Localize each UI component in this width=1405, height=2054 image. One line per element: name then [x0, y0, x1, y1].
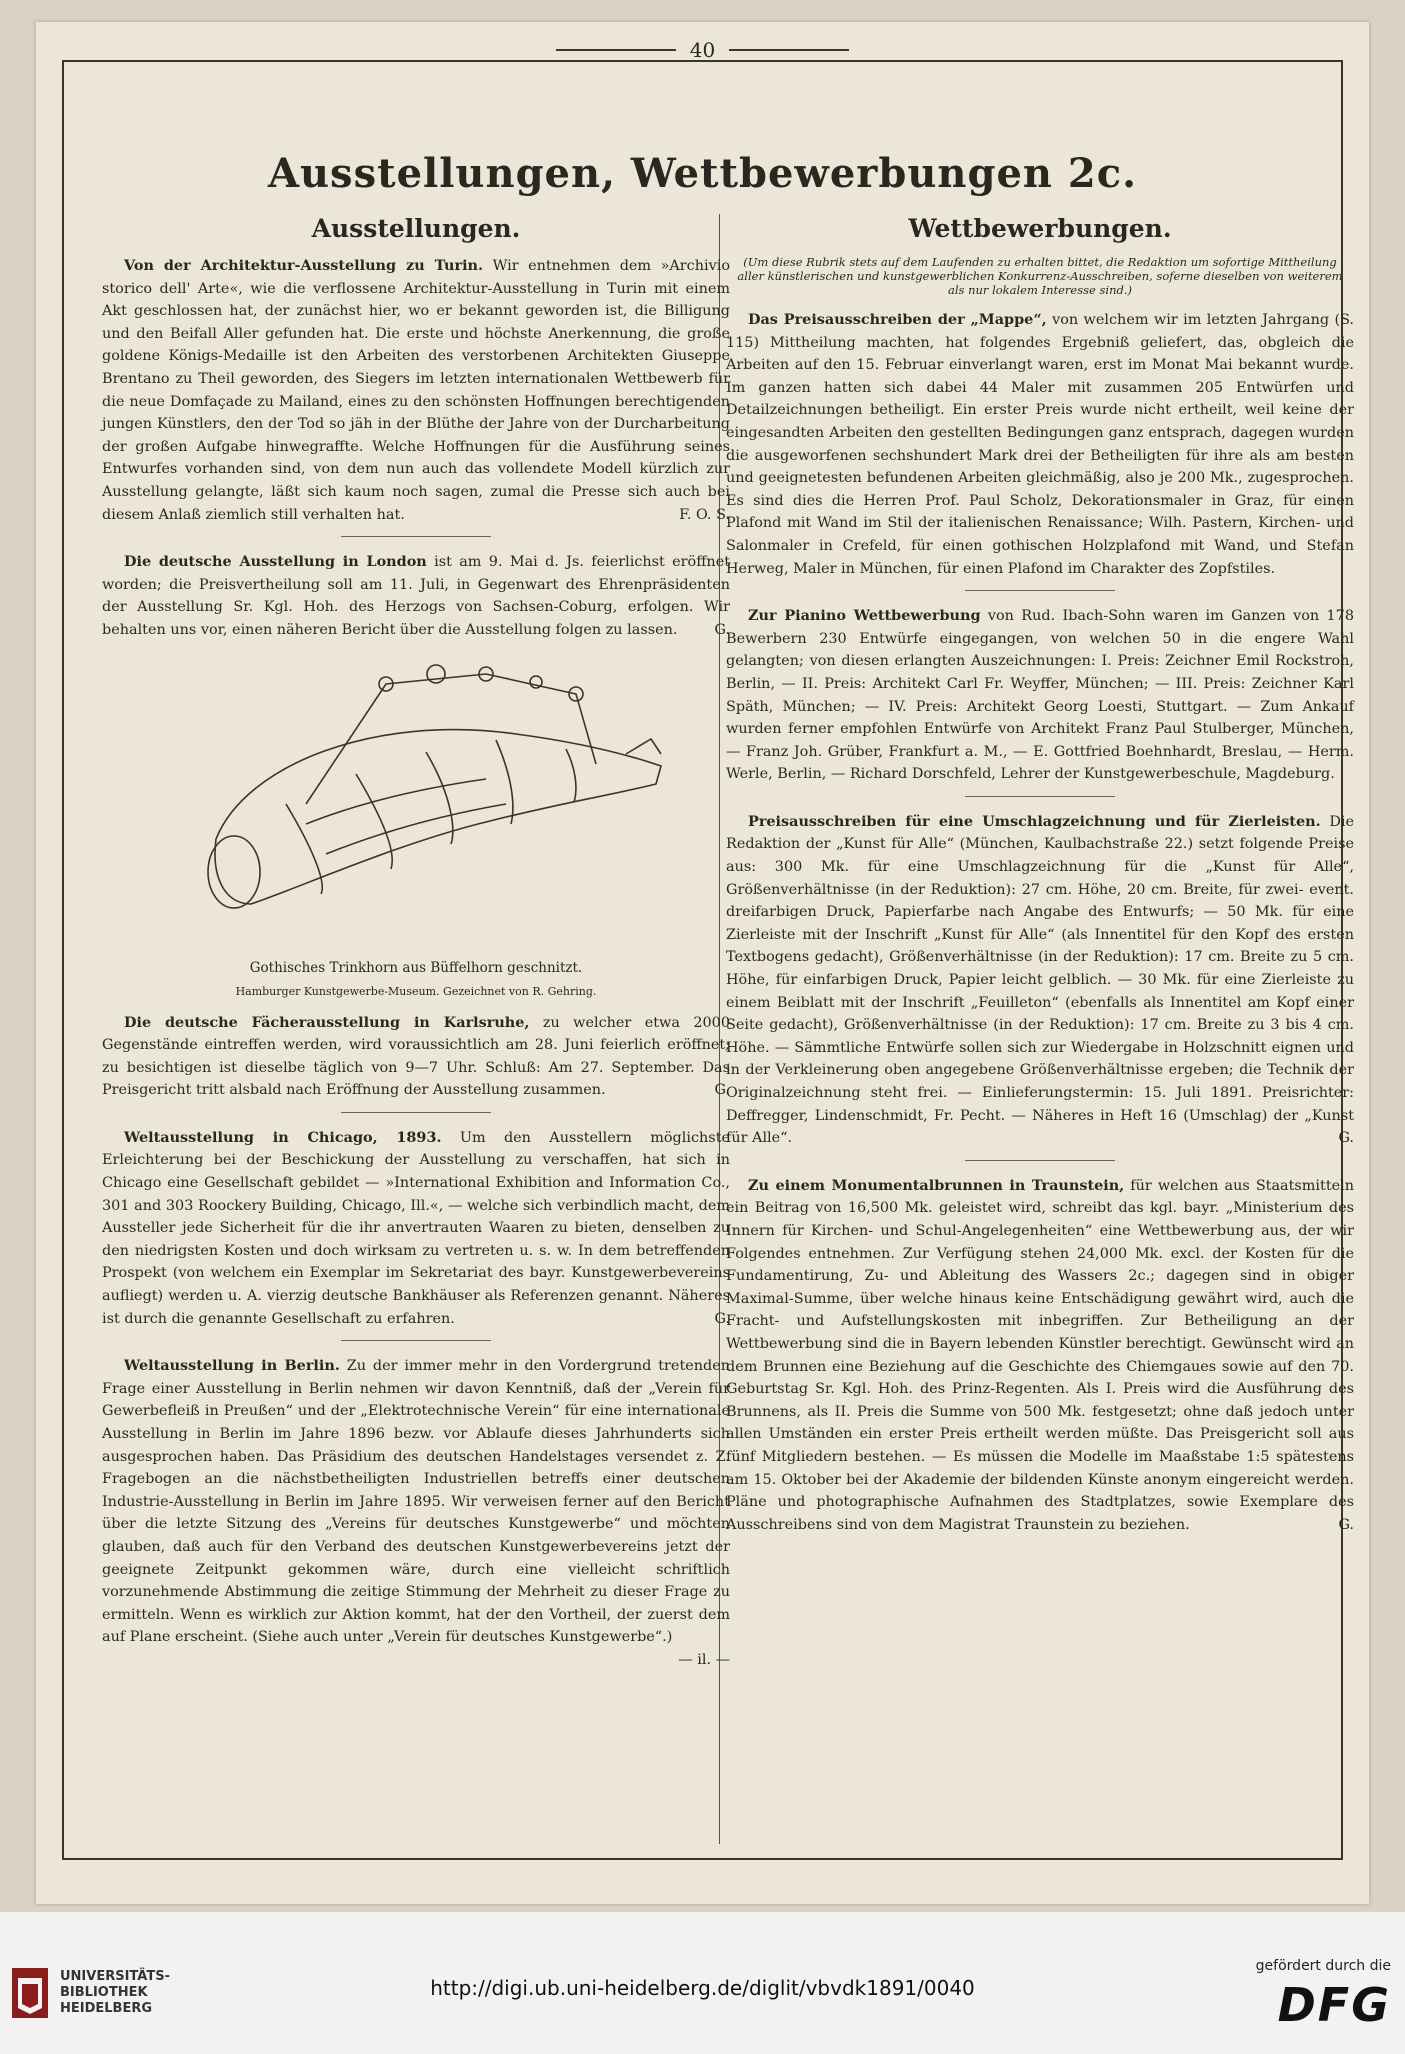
dfg-wordmark: DFG	[1277, 1978, 1391, 2032]
page-number: 40	[676, 38, 729, 62]
scanned-page	[36, 22, 1369, 1904]
drinking-horn-illustration	[156, 654, 676, 954]
viewer-footer	[0, 1912, 1405, 2054]
editorial-note: (Um diese Rubrik stets auf dem Laufenden zu erhalten bittet, die Redaktion um sofortige Mittheilung aller künstlerischen und kunstgewerblichen Konkurrenz-Ausschreiben, soferne dieselben von weiterem als nur lokalem Interesse sind.)	[737, 255, 1343, 297]
separator-rule	[965, 796, 1115, 797]
article-text: von welchem wir im letzten Jahrgang (S. 115) Mittheilung machten, hat folgendes Ergebniß geliefert, das, obgleich die Arbeiten auf den 15. Februar einverlangt waren, erst im Monat Mai bekannt wurde. Im ganzen hatten sich dabei 44 Maler mit zusammen 205 Entwürfen und Detailzeichnungen betheiligt. Ein erster Preis wurde nicht ertheilt, weil keine der eingesandten Arbeiten den gestellten Bedingungen ganz entsprach, dagegen wurden die ausgeworfenen sechshundert Mark drei der Betheiligten für ihre als am besten und geeignetesten befundenen Arbeiten gleichmäßig, also je 200 Mk., zugesprochen. Es sind dies die Herren Prof. Paul Scholz, Dekorationsmaler in Graz, für einen Plafond mit Wand im Stil der italienischen Renaissance; Wilh. Pastern, Kirchen- und Salonmaler in Crefeld, für einen gothischen Holzplafond mit Wand, und Stefan Herweg, Maler in München, für einen Plafond im Charakter des Zopfstiles.	[726, 312, 1355, 577]
right-column	[726, 214, 1354, 1542]
article-lead: Die deutsche Ausstellung in London	[124, 553, 427, 571]
separator-rule	[341, 1340, 491, 1341]
article-lead: Weltausstellung in Berlin.	[124, 1357, 340, 1375]
header-rule-left	[556, 49, 676, 51]
illustration-caption: Gothisches Trinkhorn aus Büffelhorn geschnitzt.	[249, 959, 583, 976]
article-text: Wir entnehmen dem »Archivio storico dell' Arte«, wie die verflossene Architektur-Ausstellung in Turin mit einem Akt geschlossen hat, der zunächst hier, wo er bekannt geworden ist, die Billigung und den Beifall Aller gefunden hat. Die erste und höchste Anerkennung, die große goldene Königs-Medaille ist den Arbeiten des verstorbenen Architekten Giuseppe Brentano zu Theil geworden, des Siegers im letzten internationalen Wettbewerb für die neue Domfaçade zu Mailand, eines zu den schönsten Hoffnungen berechtigenden jungen Künstlers, den der Tod so jäh in der Blüthe der Jahre von der Durcharbeitung der großen Aufgabe hinwegraffte. Welche Hoffnungen für die Ausführung seines Entwurfes vorhanden sind, von dem nun auch das vollendete Modell kürzlich zur Ausstellung gelangte, läßt sich kaum noch sagen, zumal die Presse sich auch bei diesem Anlaß ziemlich still verhalten hat.	[102, 258, 731, 523]
drinking-horn-drawing	[156, 654, 676, 954]
library-name-line: UNIVERSITÄTS-	[60, 1969, 170, 1984]
article-signature: — il. —	[678, 1651, 730, 1668]
article-signature: G.	[714, 621, 730, 638]
article-lead: Zur Pianino Wettbewerbung	[748, 607, 981, 625]
separator-rule	[341, 1112, 491, 1113]
illustration-credit: Hamburger Kunstgewerbe-Museum. Gezeichnet von R. Gehring.	[235, 984, 597, 998]
article-lead: Preisausschreiben für eine Umschlagzeichnung und für Zierleisten.	[748, 812, 1321, 830]
separator-rule	[341, 536, 491, 537]
section-heading-competitions: Wettbewerbungen.	[908, 214, 1172, 243]
header-rule-right	[729, 49, 849, 51]
page-title: Ausstellungen, Wettbewerbungen 2c.	[267, 150, 1138, 197]
article-berlin	[102, 1355, 731, 1668]
library-name-line: HEIDELBERG	[60, 2001, 153, 2016]
article-lead: Das Preisausschreiben der „Mappe“,	[748, 311, 1047, 328]
article-chicago	[102, 1127, 730, 1330]
article-text: von Rud. Ibach-Sohn waren im Ganzen von 178 Bewerbern 230 Entwürfe eingegangen, von welchen 50 in die engere Wahl gelangten; von diesen erlangten Auszeichnungen: I. Preis: Zeichner Emil Rockstroh, Berlin, — II. Preis: Architekt Carl Fr. Weyffer, München; — III. Preis: Zeichner Karl Späth, München; — IV. Preis: Architekt Georg Loesti, Stuttgart. — Zum Ankauf wurden ferner empfohlen Entwürfe von Architekt Franz Paul Stulberger, München, — Franz Joh. Grüber, Frankfurt a. M., — E. Gottfried Boehnhardt, Breslau, — Herm. Werle, Berlin, — Richard Dorschfeld, Lehrer der Kunstgewerbeschule, Magdeburg.	[726, 608, 1354, 783]
permalink-url[interactable]: http://digi.ub.uni-heidelberg.de/diglit/vbvdk1891/0040	[430, 1976, 975, 2000]
left-column	[102, 214, 730, 1672]
article-signature: G.	[714, 1082, 730, 1099]
section-heading-exhibitions: Ausstellungen.	[311, 214, 521, 243]
article-turin	[102, 255, 730, 526]
article-lead: Die deutsche Fächerausstellung in Karlsruhe,	[124, 1013, 530, 1031]
article-lead: Weltausstellung in Chicago, 1893.	[124, 1128, 442, 1146]
article-lead: Von der Architektur-Ausstellung zu Turin.	[124, 257, 484, 274]
separator-rule	[965, 1160, 1115, 1161]
article-text: für welchen aus Staatsmitteln ein Beitrag von 16,500 Mk. geleistet wird, schreibt das kgl. bayr. „Ministerium des Innern für Kirchen- und Schul-Angelegenheiten“ eine Wettbewerbung aus, der wir Folgendes entnehmen. Zur Verfügung stehen 24,000 Mk. excl. der Kosten für die Fundamentirung, Zu- und Ableitung des Wassers 2c.; dagegen sind in obiger Maximal-Summe, über welche hinaus keine Entschädigung gewährt wird, auch die Fracht- und Aufstellungskosten mit inbegriffen. Zur Betheiligung an der Wettbewerbung sind die in Bayern lebenden Künstler berechtigt. Gewünscht wird an dem Brunnen eine Beziehung auf die Geschichte des Chiemgaues sowie auf den 70. Geburtstag Sr. Kgl. Hoh. des Prinz-Regenten. Als I. Preis wird die Ausführung des Brunnens, als II. Preis die Summe von 500 Mk. festgesetzt; ohne daß jedoch unter allen Umständen ein erster Preis ertheilt werden müßte. Das Preisgericht soll aus fünf Mitgliedern bestehen. — Es müssen die Modelle im Maaßstabe 1:5 spätestens am 15. Oktober bei der Akademie der bildenden Künste anonym eingereicht werden. Pläne und photographische Aufnahmen des Stadtplatzes, sowie Exemplare des Ausschreibens sind von dem Magistrat Traunstein zu beziehen.	[726, 1177, 1354, 1533]
article-traunstein	[726, 1175, 1354, 1537]
article-text: Die Redaktion der „Kunst für Alle“ (München, Kaulbachstraße 22.) setzt folgende Preise aus: 300 Mk. für eine Umschlagzeichnung für die „Kunst für Alle“, Größenverhältnisse (in der Reduktion): 27 cm. Höhe, 20 cm. Breite, für zwei- event. dreifarbigen Druck, Papierfarbe nach Angabe des Entwurfs; — 50 Mk. für eine Zierleiste mit der Inschrift „Kunst für Alle“ (als Innentitel für den Kopf des ersten Textbogens gedacht), Größenverhältnisse (in der Reduktion): 17 cm. Breite zu 5 cm. Höhe, für einfarbigen Druck, Papier leicht gelblich. — 30 Mk. für eine Zierleiste zu einem Beiblatt mit der Inschrift „Feuilleton“ (ebenfalls als Innentitel am Kopf einer Seite gedacht), Größenverhältnisse (in der Reduktion): 17 cm. Breite zu 3 bis 4 cm. Höhe. — Sämmtliche Entwürfe sollen sich zur Wiedergabe in Holzschnitt eignen und in der Verkleinerung oben angegebene Größenverhältnisse ergeben; die Technik der Originalzeichnung steht frei. — Einlieferungstermin: 15. Juli 1891. Preisrichter: Deffregger, Lindenschmidt, Fr. Pecht. — Näheres in Heft 16 (Umschlag) der „Kunst für Alle“.	[726, 813, 1355, 1147]
article-london	[102, 551, 730, 641]
article-text: ist am 9. Mai d. Js. feierlichst eröffnet worden; die Preisvertheilung soll am 11. Juli, in Gegenwart des Ehrenpräsidenten der Ausstellung Sr. Kgl. Hoh. des Herzogs von Sachsen-Coburg, erfolgen. Wir behalten uns vor, einen näheren Bericht über die Ausstellung folgen zu lassen.	[102, 554, 730, 638]
article-text: Um den Ausstellern möglichste Erleichterung bei der Beschickung der Ausstellung zu verschaffen, hat sich in Chicago eine Gesellschaft gebildet — »International Exhibition and Information Co., 301 and 303 Roockery Building, Chicago, Ill.«, — welche sich verbindlich macht, dem Aussteller jede Sicherheit für die ihr anvertrauten Waaren zu bieten, denselben zu den niedrigsten Kosten und doch wirksam zu vertreten u. s. w. In dem betreffenden Prospekt (von welchem ein Exemplar im Sekretariat des bayr. Kunstgewerbevereins aufliegt) werden u. A. vierzig deutsche Bankhäuser als Referenzen genannt. Näheres ist durch die genannte Gesellschaft zu erfahren.	[102, 1129, 730, 1327]
funding-caption: gefördert durch die	[1255, 1958, 1391, 1974]
article-pianino	[726, 605, 1354, 786]
library-name-line: BIBLIOTHEK	[60, 1985, 148, 2000]
article-karlsruhe	[102, 1012, 730, 1102]
article-umschlag	[726, 811, 1354, 1150]
separator-rule	[965, 590, 1115, 591]
dfg-logo[interactable]	[1201, 1958, 1391, 2032]
article-signature: G.	[1338, 1516, 1354, 1533]
article-text: zu welcher etwa 2000 Gegenstände eintreffen werden, wird voraussichtlich am 28. Juni feierlich eröffnet; zu besichtigen ist dieselbe täglich von 9—7 Uhr. Schluß: Am 27. September. Das Preisgericht tritt alsbald nach Eröffnung der Ausstellung zusammen.	[102, 1014, 730, 1099]
article-signature: G.	[714, 1310, 730, 1327]
article-signature: F. O. S.	[679, 506, 730, 523]
article-signature: G.	[1338, 1130, 1354, 1147]
article-text: Zu der immer mehr in den Vordergrund tretenden Frage einer Ausstellung in Berlin nehmen wir davon Kenntniß, daß der „Verein für Gewerbefleiß in Preußen“ und der „Elektrotechnische Verein“ für eine internationale Ausstellung in Berlin im Jahre 1896 bezw. vor Ablaufe dieses Jahrhunderts sich ausgesprochen haben. Das Präsidium des deutschen Handelstages versendet z. Z. Fragebogen an die nächstbetheiligten Industriellen betreffs einer deutschen Industrie-Ausstellung in Berlin im Jahre 1895. Wir verweisen ferner auf den Bericht über die letzte Sitzung des „Vereins für deutsches Kunstgewerbe“ und möchten glauben, daß auch für den Verband des deutschen Kunstgewerbevereins jetzt der geeignete Zeitpunkt gekommen wäre, durch eine vielleicht schriftlich vorzunehmende Abstimmung die zeitige Stimmung der Mehrheit zu dieser Frage zu ermitteln. Wenn es wirklich zur Aktion kommt, hat der den Vortheil, der zuerst dem auf Plane erscheint. (Siehe auch unter „Verein für deutsches Kunstgewerbe“.)	[102, 1358, 731, 1646]
article-lead: Zu einem Monumentalbrunnen in Traunstein,	[748, 1176, 1125, 1194]
article-mappe	[726, 309, 1354, 580]
